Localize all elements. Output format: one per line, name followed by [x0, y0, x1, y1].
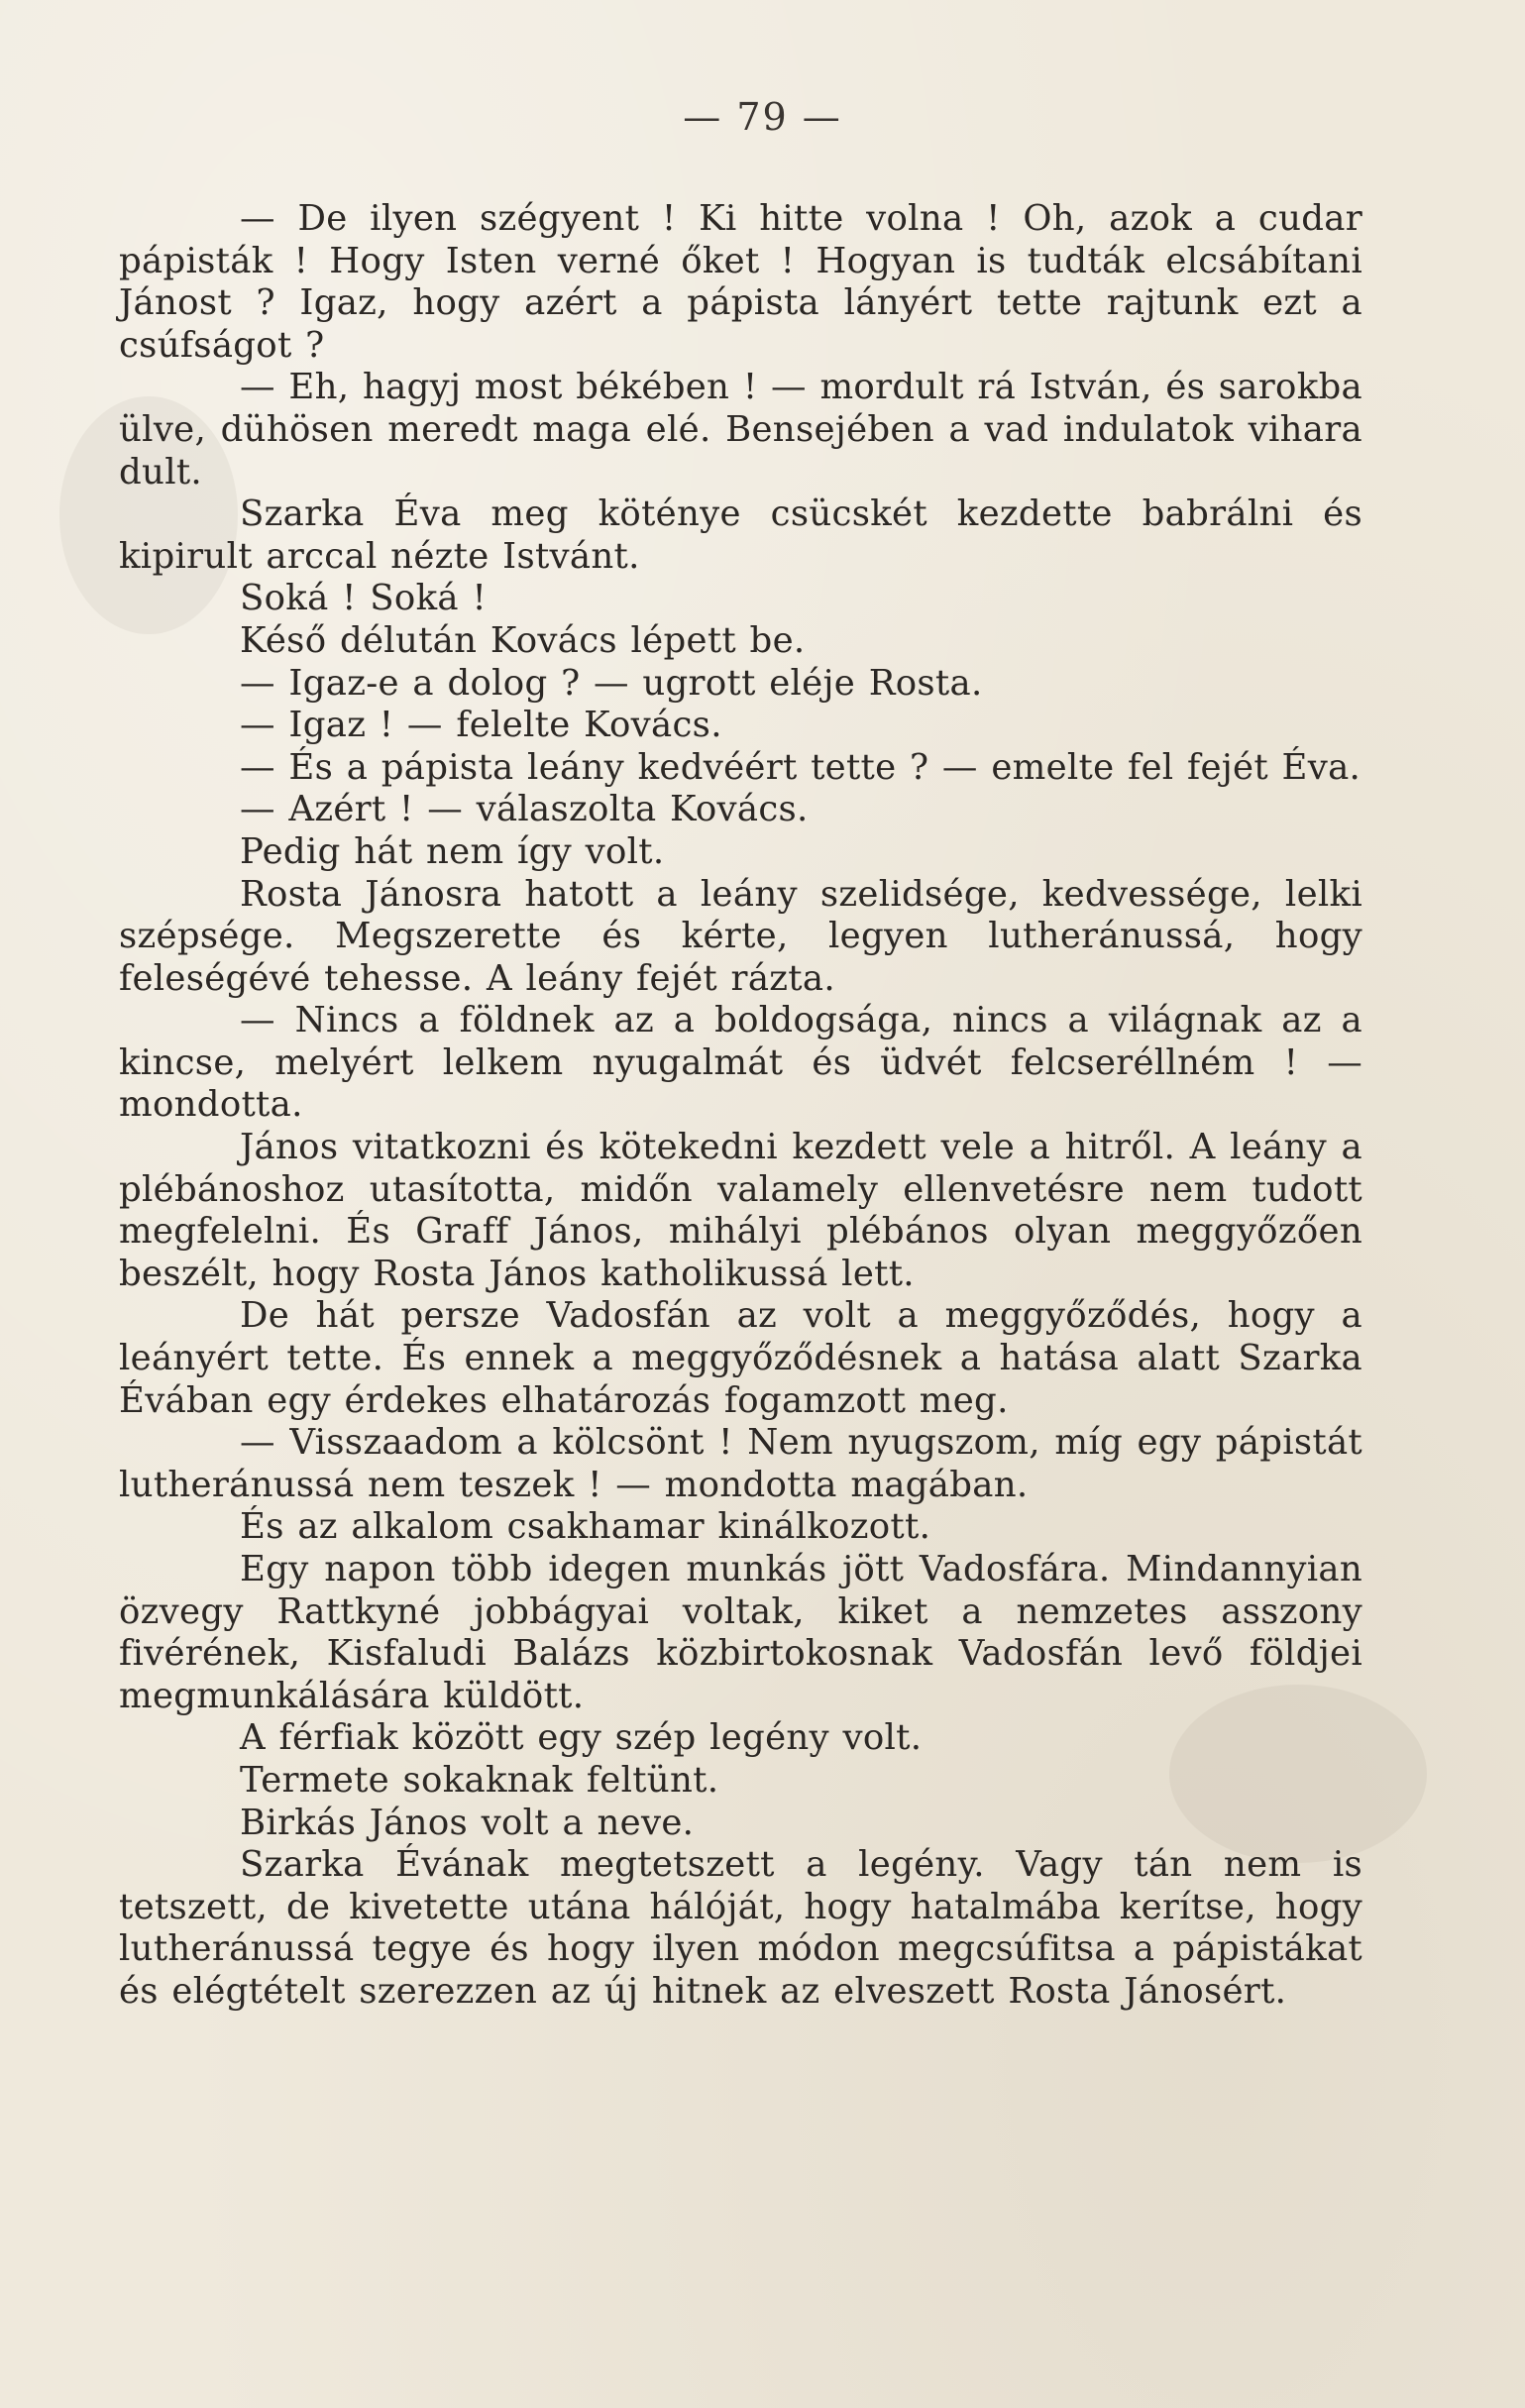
- paragraph: És az alkalom csakhamar kinálkozott.: [240, 1506, 931, 1548]
- page-number: — 79 —: [683, 95, 842, 139]
- paragraph: — Nincs a földnek az a boldogsága, nincs a világnak az a kincse, melyért lelkem nyugalmát és üdvét felcseréllném ! — mondotta.: [119, 1000, 1362, 1126]
- paragraph: Szarka Évának megtetszett a legény. Vagy tán nem is tetszett, de kivetette utána hálóját, hogy hatalmába kerítse, hogy lutheránussá tegye és hogy ilyen módon megcsúfitsa a pápistákat és elégtételt szerezzen az új hitnek az elveszett Rosta Jánosért.: [119, 1844, 1362, 2012]
- paragraph: A férfiak között egy szép legény volt.: [240, 1717, 923, 1759]
- paragraph: — Eh, hagyj most békében ! — mordult rá István, és sarokba ülve, dühösen meredt maga elé. Bensejében a vad indulatok vihara dult.: [119, 367, 1362, 493]
- paragraph: János vitatkozni és kötekedni kezdett vele a hitről. A leány a plébánoshoz utasította, midőn valamely ellenvetésre nem tudott megfelelni. És Graff János, mihályi plébános olyan meggyőzően beszélt, hogy Rosta János katholikussá lett.: [119, 1127, 1362, 1294]
- paragraph: — Igaz-e a dolog ? — ugrott eléje Rosta.: [240, 662, 983, 704]
- paragraph: Rosta Jánosra hatott a leány szelidsége, kedvessége, lelki szépsége. Megszerette és kérte, legyen lutheránussá, hogy feleségévé tehesse. A leány fejét rázta.: [119, 873, 1362, 999]
- paragraph: Szarka Éva meg köténye csücskét kezdette babrálni és kipirult arccal nézte Istvánt.: [119, 493, 1362, 577]
- paragraph: — Igaz ! — felelte Kovács.: [240, 705, 722, 746]
- paragraph: — De ilyen szégyent ! Ki hitte volna ! Oh, azok a cudar pápisták ! Hogy Isten verné őket ! Hogyan is tudták elcsábítani Jánost ? Igaz, hogy azért a pápista lányért tette rajtunk ezt a csúfságot ?: [119, 198, 1362, 366]
- paragraph: Termete sokaknak feltünt.: [240, 1759, 719, 1801]
- paragraph: Késő délután Kovács lépett be.: [240, 619, 806, 661]
- paragraph: — Azért ! — válaszolta Kovács.: [240, 789, 809, 830]
- paragraph: De hát persze Vadosfán az volt a meggyőződés, hogy a leányért tette. És ennek a meggyőződésnek a hatása alatt Szarka Évában egy érdekes elhatározás fogamzott meg.: [119, 1295, 1362, 1421]
- paragraph: — Visszaadom a kölcsönt ! Nem nyugszom, míg egy pápistát lutheránussá nem teszek ! — mondotta magában.: [119, 1422, 1362, 1505]
- body-text: [119, 198, 1362, 2014]
- paragraph: Egy napon több idegen munkás jött Vadosfára. Mindannyian özvegy Rattkyné jobbágyai voltak, kiket a nemzetes asszony fivérének, Kisfaludi Balázs közbirtokosnak Vadosfán levő földjei megmunkálására küldött.: [119, 1549, 1362, 1716]
- paragraph: Soká ! Soká !: [240, 578, 488, 619]
- paragraph: Birkás János volt a neve.: [240, 1802, 695, 1843]
- paragraph: — És a pápista leány kedvéért tette ? — emelte fel fejét Éva.: [240, 746, 1362, 788]
- paragraph: Pedig hát nem így volt.: [240, 830, 665, 872]
